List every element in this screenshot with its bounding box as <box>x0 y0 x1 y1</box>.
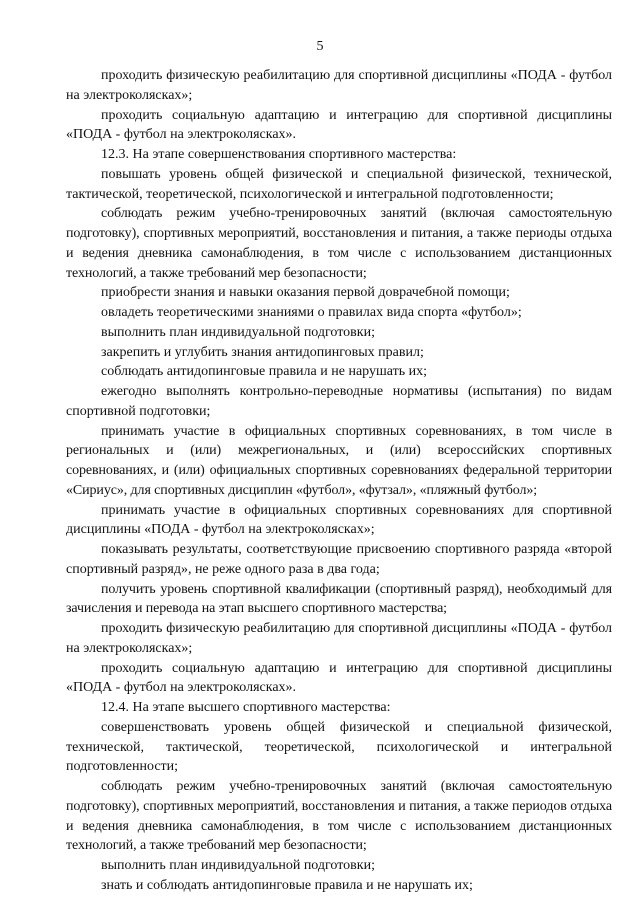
paragraph-first-aid: приобрести знания и навыки оказания первой доврачебной помощи; <box>101 285 510 301</box>
document-body <box>66 66 612 896</box>
paragraph-antidoping-rules: соблюдать антидопинговые правила и не нарушать их; <box>101 364 427 380</box>
section-heading-12-3: 12.3. На этапе совершенствования спортивного мастерства: <box>101 147 457 162</box>
section-heading-12-4: 12.4. На этапе высшего спортивного мастерства: <box>101 700 391 715</box>
paragraph-social-1: проходить социальную адаптацию и интеграцию для спортивной дисциплины «ПОДА - футбол на электроколясках». <box>66 107 612 143</box>
paragraph-qualification: получить уровень спортивной квалификации (спортивный разряд), необходимый для зачисления и перевода на этап высшего спортивного мастерства; <box>66 581 612 617</box>
page-number: 5 <box>316 39 324 54</box>
paragraph-rehab-1: проходить физическую реабилитацию для спортивной дисциплины «ПОДА - футбол на электроколясках»; <box>66 68 612 103</box>
paragraph-control-standards: ежегодно выполнять контрольно-переводные нормативы (испытания) по видам спортивной подготовки; <box>66 384 612 419</box>
paragraph-poda-competitions: принимать участие в официальных спортивных соревнованиях для спортивной дисциплины «ПОДА - футбол на электроколясках»; <box>66 502 612 538</box>
paragraph-theory: овладеть теоретическими знаниями о правилах вида спорта «футбол»; <box>101 305 522 320</box>
paragraph-results-rank: показывать результаты, соответствующие присвоению спортивного разряда «второй спортивный разряд», не реже одного раза в два года; <box>66 542 612 577</box>
paragraph-antidoping-knowledge: закрепить и углубить знания антидопинговых правил; <box>101 344 424 360</box>
paragraph-individual-plan: выполнить план индивидуальной подготовки; <box>101 324 375 340</box>
paragraph-rehab-2: проходить физическую реабилитацию для спортивной дисциплины «ПОДА - футбол на электроколясках»; <box>66 621 612 656</box>
paragraph-antidoping-2: знать и соблюдать антидопинговые правила и не нарушать их; <box>101 877 473 893</box>
paragraph-perfect-level: совершенствовать уровень общей физической и специальной физической, технической, тактической, теоретической, психологической и интегральной подготовленности; <box>66 719 612 775</box>
paragraph-social-2: проходить социальную адаптацию и интеграцию для спортивной дисциплины «ПОДА - футбол на электроколясках». <box>66 660 612 696</box>
paragraph-individual-plan-2: выполнить план индивидуальной подготовки; <box>101 858 375 873</box>
paragraph-training-regime-2: соблюдать режим учебно-тренировочных занятий (включая самостоятельную подготовку), спортивных мероприятий, восстановления и питания, а также периодов отдыха и ведения дневника самонаблюдения, в том числе с использованием дистанционных технологий, а также требований мер безопасности; <box>66 779 612 854</box>
paragraph-training-regime: соблюдать режим учебно-тренировочных занятий (включая самостоятельную подготовку), спортивных мероприятий, восстановления и питания, а также периоды отдыха и ведения дневника самонаблюдения, в том числе с использованием дистанционных технологий, а также требований мер безопасности; <box>66 206 612 281</box>
paragraph-official-competitions: принимать участие в официальных спортивных соревнованиях, в том числе в региональных и (или) межрегиональных, и (или) всероссийских спортивных соревнованиях, и (или) официальных спортивных соревнованиях федеральной территории «Сириус», для спортивных дисциплин «футбол», «футзал», «пляжный футбол»; <box>66 423 612 498</box>
paragraph-improve-level: повышать уровень общей физической и специальной физической, технической, тактической, теоретической, психологической и интегральной подготовленности; <box>66 166 612 202</box>
